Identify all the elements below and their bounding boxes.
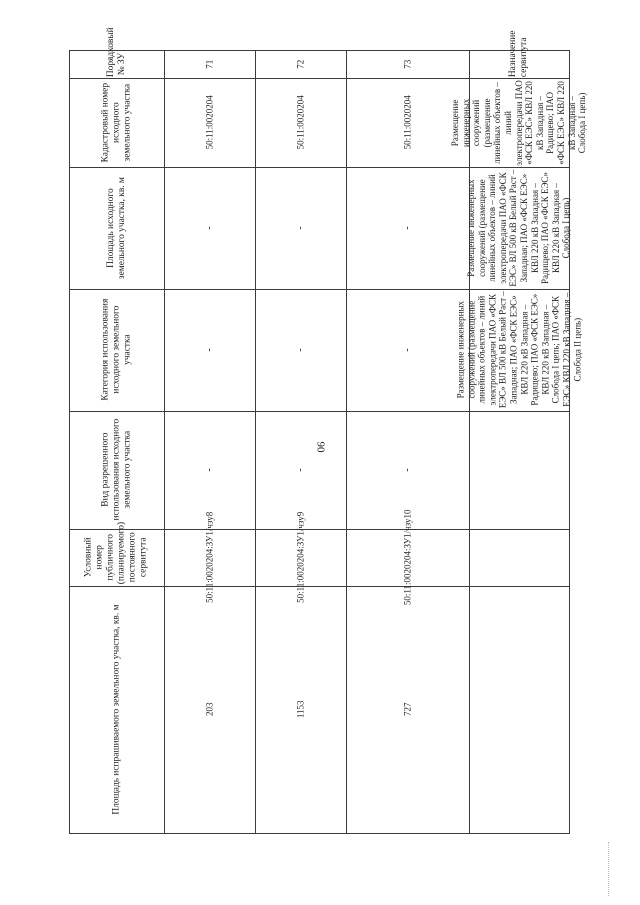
row-72-use-type: - [294, 468, 306, 472]
scan-edge-mark [608, 842, 610, 896]
row-73-cadastral: 50:11:0020204 [402, 95, 413, 150]
row-71-num: 71 [204, 59, 215, 69]
row-72-num: 72 [295, 59, 306, 69]
row-72-servitude-number: 50:11:0020204:ЗУ1/чзу9 [295, 511, 306, 604]
row-72-category: - [294, 348, 306, 352]
header-cell [69, 167, 164, 289]
row-73-area-source: - [401, 226, 413, 230]
header-label: Кадастровый номер исходного земельного участка [99, 82, 133, 163]
header-cell [69, 586, 164, 833]
row-72-cadastral: 50:11:0020204 [295, 95, 306, 150]
header-cell [69, 522, 164, 586]
row-73-area-requested: 727 [402, 702, 413, 717]
row-73-num: 73 [402, 59, 413, 69]
row-71-category: - [203, 348, 215, 352]
row-71-area-source: - [203, 226, 215, 230]
row-73-use-type: - [401, 468, 413, 472]
header-cell [69, 78, 164, 167]
header-label: Условный номер публичного (планируемого) постоянного сервитута [83, 522, 149, 585]
header-cell [69, 411, 164, 529]
servitude-table [69, 27, 588, 833]
header-label: Вид разрешенного использования исходного земельного участка [99, 419, 133, 521]
header-cell [69, 27, 164, 78]
header-cell [69, 289, 164, 411]
header-label: Порядковый № ЗУ [105, 27, 127, 77]
header-cell [469, 30, 569, 78]
row-72-area-requested: 1153 [295, 700, 306, 719]
row-71-purpose: Размещение инженерных сооружений (размещение линейных объектов – линий электропередачи ПАО «ФСК ЕЭС» КВЛ 220 кВ Западная –Радищево; ПАО «ФСК ЕЭС» КВЛ 220 кВ Западная – Слобода I цепь) [450, 79, 588, 166]
header-label: Назначение сервитута [507, 30, 529, 77]
row-71-area-requested: 203 [204, 702, 215, 717]
row-71-use-type: - [203, 468, 215, 472]
header-label: Площадь исходного земельного участка, кв. м [105, 177, 127, 279]
row-71-cadastral: 50:11:0020204 [204, 95, 215, 150]
row-73-category: - [401, 348, 413, 352]
row-72-area-source: - [294, 226, 306, 230]
row-72-purpose: Размещение инженерных сооружений (размещение линейных объектов – линий электропередачи ПАО «ФСК ЕЭС» ВЛ 500 кВ Белый Раст – Западная; ПАО «ФСК ЕЭС» КВЛ 220 кВ Западная –Радищево; ПАО «ФСК ЕЭС» КВЛ 220 кВ Западная – Слобода I цепь) [465, 169, 572, 287]
header-label: Категория использования исходного земельного участка [99, 299, 133, 401]
page-number: 90 [314, 441, 326, 453]
row-71-servitude-number: 50:11:0020204:ЗУ1/чзу8 [204, 511, 215, 604]
row-73-purpose: Размещение инженерных сооружений (размещение линейных объектов – линий электропередачи ПАО «ФСК ЕЭС» ВЛ 500 кВ Белый Раст – Западная; ПАО «ФСК ЕЭС» КВЛ 220 кВ Западная – Радищево; ПАО «ФСК ЕЭС» КВЛ 220 кВ Западная – Слобода I цепь; ПАО «ФСК ЕЭС» КВЛ 220 кВ Западная – Слобода II цепь) [455, 291, 583, 409]
row-73-servitude-number: 50:11:0020204:ЗУ1/чзу10 [402, 509, 413, 606]
header-label: Площадь испрашиваемого земельного участка, кв. м [110, 604, 121, 815]
